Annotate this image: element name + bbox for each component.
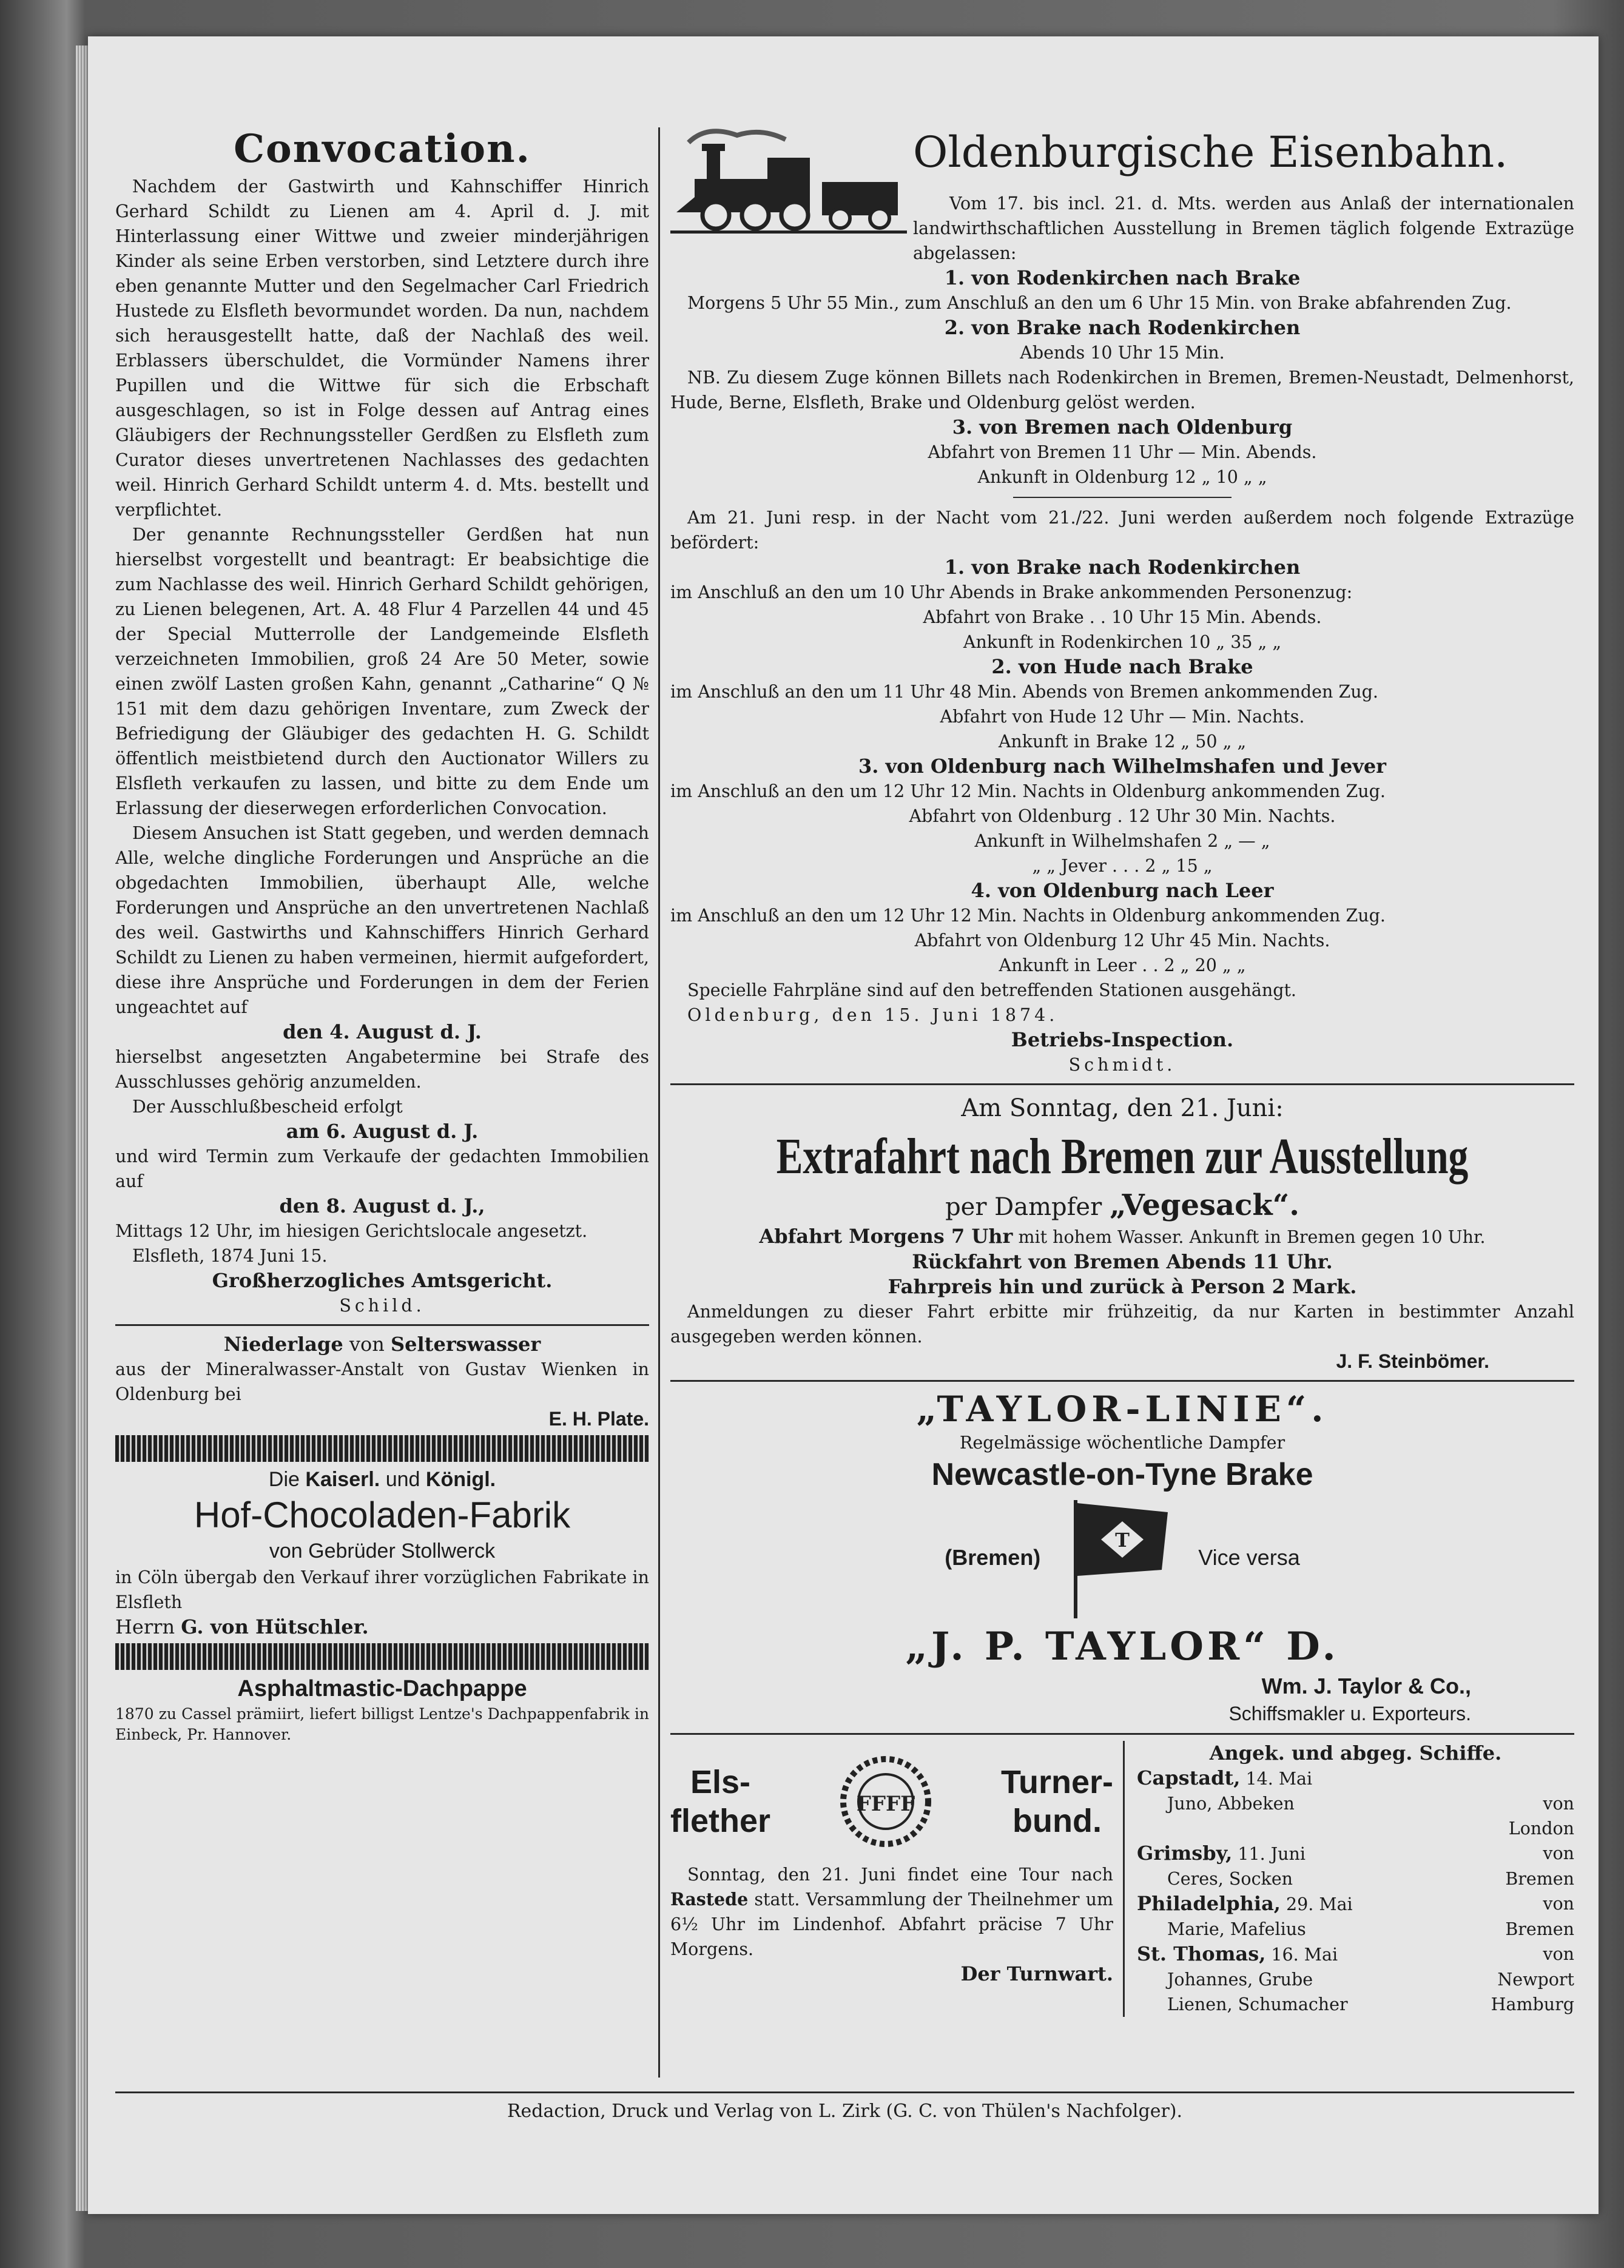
train-time: „ „ Jever . . . 2 „ 15 „	[1032, 856, 1213, 876]
schiffe-dest: Hamburg	[1491, 1994, 1574, 2014]
train-heading: 2. von Hude nach Brake	[991, 655, 1253, 678]
train-heading: 2. von Brake nach Rodenkirchen	[944, 316, 1301, 339]
schiffe-dir: von	[1543, 1843, 1574, 1863]
convocation-text: Mittags 12 Uhr, im hiesigen Gerichtslocale angesetzt.	[115, 1221, 588, 1241]
schiffe-ship: Juno, Abbeken	[1167, 1794, 1295, 1814]
extrafahrt-date: Am Sonntag, den 21. Juni:	[961, 1094, 1284, 1122]
train-time: Abfahrt von Bremen 11 Uhr — Min. Abends.	[928, 442, 1317, 462]
schiffe-dir: von	[1543, 1894, 1574, 1914]
schiffe-dest: Bremen	[1505, 1869, 1574, 1889]
taylor-route: Newcastle-on-Tyne Brake	[931, 1457, 1313, 1492]
turner-rastede: Rastede	[670, 1889, 749, 1910]
selters-title-2: Selterswasser	[391, 1333, 541, 1356]
train-heading: 3. von Bremen nach Oldenburg	[952, 416, 1293, 439]
train-heading: 3. von Oldenburg nach Wilhelmshafen und Jever	[858, 755, 1387, 778]
divider	[115, 1324, 649, 1326]
schiffe-dest: London	[1508, 1819, 1574, 1839]
chocolade-die: Die	[268, 1468, 300, 1491]
taylor-vice-versa: Vice versa	[1198, 1545, 1300, 1570]
extrafahrt-ship: „Vegesack“.	[1109, 1188, 1299, 1222]
schiffe-list	[1125, 1741, 1574, 2017]
eisenbahn-note: Specielle Fahrpläne sind auf den betreffenden Stationen ausgehängt.	[687, 980, 1296, 1000]
footer-rule	[115, 2091, 1574, 2093]
ornament-border	[115, 1643, 649, 1670]
extrafahrt-ad	[670, 1091, 1574, 1374]
list-item	[1137, 1766, 1574, 1841]
schiffe-dest: Newport	[1497, 1970, 1574, 1990]
extrafahrt-per: per Dampfer	[945, 1193, 1102, 1221]
train-text: im Anschluß an den um 12 Uhr 12 Min. Nachts in Oldenburg ankommenden Zug.	[670, 906, 1386, 926]
convocation-title: Convocation.	[234, 126, 531, 172]
list-item	[1137, 1992, 1574, 2017]
divider	[670, 1380, 1574, 1382]
convocation-notice	[115, 124, 649, 1318]
train-time: Ankunft in Rodenkirchen 10 „ 35 „ „	[963, 632, 1282, 652]
selters-ad	[115, 1332, 649, 1432]
turner-signature: Der Turnwart.	[960, 1962, 1113, 1985]
taylor-firm-sub: Schiffsmakler u. Exporteurs.	[1228, 1703, 1471, 1725]
divider	[1013, 497, 1231, 498]
schiffe-date: 29. Mai	[1286, 1894, 1353, 1914]
chocolade-sub: von Gebrüder Stollwerck	[269, 1539, 496, 1563]
extrafahrt-departure-text: mit hohem Wasser. Ankunft in Bremen gegen 10 Uhr.	[1018, 1227, 1486, 1247]
chocolade-herrn: Herrn	[115, 1615, 175, 1638]
flag-icon	[1065, 1497, 1174, 1618]
right-column	[670, 124, 1574, 2078]
asphalt-text: 1870 zu Cassel prämiirt, liefert billigst Lentze's Dachpappenfabrik in Einbeck, Pr. Hannover.	[115, 1705, 649, 1743]
chocolade-ad	[115, 1465, 649, 1640]
chocolade-kaiserl: Kaiserl.	[305, 1468, 380, 1491]
asphalt-title: Asphaltmastic-Dachpappe	[237, 1676, 527, 1701]
convocation-place-date: Elsfleth, 1874 Juni 15.	[132, 1246, 328, 1266]
eisenbahn-title: Oldenburgische Eisenbahn.	[913, 127, 1508, 177]
schiffe-title: Angek. und abgeg. Schiffe.	[1209, 1741, 1502, 1765]
chocolade-koenigl: Königl.	[425, 1468, 496, 1491]
schiffe-date: 16. Mai	[1271, 1945, 1338, 1965]
convocation-date-1: den 4. August d. J.	[283, 1020, 482, 1043]
schiffe-dir: von	[1543, 1944, 1574, 1964]
turner-turner: Turner-	[1000, 1764, 1113, 1800]
train-time: Ankunft in Wilhelmshafen 2 „ — „	[974, 831, 1270, 851]
schiffe-ship: Lienen, Schumacher	[1167, 1994, 1348, 2014]
list-item	[1137, 1942, 1574, 1992]
eisenbahn-notice	[670, 124, 1574, 1077]
left-column	[115, 124, 649, 2078]
train-time: Abfahrt von Oldenburg 12 Uhr 45 Min. Nachts.	[914, 930, 1330, 951]
taylor-bremen: (Bremen)	[945, 1545, 1041, 1570]
flag-letter: T	[1115, 1529, 1130, 1552]
selters-text: aus der Mineralwasser-Anstalt von Gustav Wienken in Oldenburg bei	[115, 1359, 649, 1404]
schiffe-port: St. Thomas,	[1137, 1942, 1266, 1965]
extrafahrt-price: Fahrpreis hin und zurück à Person 2 Mark.	[888, 1275, 1357, 1298]
schiffe-date: 14. Mai	[1245, 1769, 1313, 1789]
chocolade-title: Hof-Chocoladen-Fabrik	[194, 1495, 571, 1535]
train-heading: 1. von Rodenkirchen nach Brake	[944, 266, 1301, 289]
train-text: im Anschluß an den um 12 Uhr 12 Min. Nachts in Oldenburg ankommenden Zug.	[670, 781, 1386, 801]
train-heading: 1. von Brake nach Rodenkirchen	[944, 556, 1301, 579]
taylor-ship: „J. P. TAYLOR“ D.	[905, 1624, 1339, 1669]
extrafahrt-departure: Abfahrt Morgens 7 Uhr	[759, 1225, 1013, 1248]
locomotive-icon	[670, 124, 907, 240]
turner-emblem-text: FFFF	[856, 1792, 915, 1816]
taylor-title: „TAYLOR-LINIE“.	[916, 1388, 1329, 1430]
convocation-text: hierselbst angesetzten Angabetermine bei Strafe des Ausschlusses gehörig anzumelden.	[115, 1047, 649, 1092]
divider	[670, 1733, 1574, 1735]
schiffe-port: Philadelphia,	[1137, 1892, 1281, 1915]
taylor-sub: Regelmässige wöchentliche Dampfer	[959, 1433, 1285, 1453]
column-divider	[658, 127, 660, 2078]
extrafahrt-signature: J. F. Steinbömer.	[1336, 1350, 1489, 1372]
train-time: Abfahrt von Oldenburg . 12 Uhr 30 Min. Nachts.	[909, 806, 1336, 826]
turner-text: Sonntag, den 21. Juni findet eine Tour nach	[687, 1865, 1113, 1885]
taylor-firm: Wm. J. Taylor & Co.,	[1261, 1674, 1471, 1698]
eisenbahn-place-date: Oldenburg, den 15. Juni 1874.	[687, 1005, 1059, 1025]
train-text: Abends 10 Uhr 15 Min.	[1020, 343, 1225, 363]
schiffe-ship: Johannes, Grube	[1167, 1970, 1313, 1990]
list-item	[1137, 1841, 1574, 1891]
convocation-text: Der Ausschlußbescheid erfolgt	[132, 1097, 403, 1117]
extrafahrt-return: Rückfahrt von Bremen Abends 11 Uhr.	[912, 1250, 1333, 1273]
chocolade-text: in Cöln übergab den Verkauf ihrer vorzüglichen Fabrikate in Elsfleth	[115, 1567, 649, 1612]
train-text: im Anschluß an den um 10 Uhr Abends in Brake ankommenden Personenzug:	[670, 582, 1353, 602]
extrafahrt-registration: Anmeldungen zu dieser Fahrt erbitte mir frühzeitig, da nur Karten in bestimmter Anzahl ausgegeben werden können.	[670, 1302, 1574, 1347]
eisenbahn-office: Betriebs-Inspection.	[1011, 1028, 1234, 1051]
turner-ad	[670, 1741, 1125, 2017]
schiffe-ship: Marie, Mafelius	[1167, 1919, 1306, 1939]
convocation-date-3: den 8. August d. J.,	[279, 1194, 485, 1217]
train-time: Abfahrt von Brake . . 10 Uhr 15 Min. Abends.	[923, 607, 1322, 627]
turner-emblem-icon	[831, 1744, 940, 1859]
taylor-ad	[670, 1388, 1574, 1727]
selters-name: E. H. Plate.	[548, 1408, 649, 1430]
eisenbahn-signature: Schmidt.	[1068, 1055, 1176, 1075]
schiffe-dir: von	[1543, 1794, 1574, 1814]
divider	[670, 1083, 1574, 1085]
footer-imprint: Redaction, Druck und Verlag von L. Zirk (G. C. von Thülen's Nachfolger).	[507, 2101, 1183, 2122]
schiffe-ship: Ceres, Socken	[1167, 1869, 1293, 1889]
list-item	[1137, 1891, 1574, 1942]
train-note: NB. Zu diesem Zuge können Billets nach Rodenkirchen in Bremen, Bremen-Neustadt, Delmenhorst, Hude, Berne, Elsfleth, Brake und Oldenburg gelöst werden.	[670, 368, 1574, 412]
turner-bund: bund.	[1012, 1803, 1102, 1839]
convocation-text: und wird Termin zum Verkaufe der gedachten Immobilien auf	[115, 1146, 649, 1191]
extrafahrt-title: Extrafahrt nach Bremen zur Ausstellung	[776, 1128, 1469, 1185]
selters-title-von: von	[349, 1333, 385, 1356]
train-text: im Anschluß an den um 11 Uhr 48 Min. Abends von Bremen ankommenden Zug.	[670, 682, 1378, 702]
train-time: Ankunft in Leer . . 2 „ 20 „ „	[999, 955, 1246, 975]
convocation-paragraph: Diesem Ansuchen ist Statt gegeben, und werden demnach Alle, welche dingliche Forderungen und Ansprüche an die obgedachten Immobilien, überhaupt Alle, welche Forderungen und Ansprüche an den unvertretenen Nachlaß des weil. Gastwirths und Kahnschiffers Hinrich Gerhard Schildt zu Lienen zu haben vermeinen, hiermit aufgefordert, diese ihre Ansprüche und Forderungen in dem der Ferien ungeachtet auf	[115, 823, 649, 1017]
schiffe-port: Grimsby,	[1137, 1842, 1233, 1865]
convocation-signature: Schild.	[339, 1296, 425, 1316]
schiffe-dest: Bremen	[1505, 1919, 1574, 1939]
convocation-date-2: am 6. August d. J.	[286, 1120, 479, 1143]
train-heading: 4. von Oldenburg nach Leer	[971, 879, 1274, 902]
turner-flether: flether	[670, 1803, 771, 1839]
train-text: Morgens 5 Uhr 55 Min., zum Anschluß an den um 6 Uhr 15 Min. von Brake abfahrenden Zug.	[687, 293, 1512, 313]
chocolade-name: G. von Hütschler.	[181, 1615, 369, 1638]
convocation-paragraph: Der genannte Rechnungssteller Gerdßen hat nun hierselbst vorgestellt und beantragt: Er beabsichtige die zum Nachlasse des weil. Hinrich Gerhard Schildt gehörigen, zu Lienen belegenen, Art. A. 48 Flur 4 Parzellen 44 und 45 der Special Mutterrolle der Landgemeinde Elsfleth verzeichneten Immobilien, groß 24 Are 50 Meter, sowie einen zwölf Lasten großen Kahn, genannt „Catharine“ Q № 151 mit dem dazu gehörigen Inventare, zum Zweck der Befriedigung der Gläubiger des gedachten H. G. Schildt öffentlich meistbietend durch den Auctionator Willers zu Elsfleth verkaufen zu lassen, und bitte zu dem Ende um Erlassung der dieserwegen erforderlichen Convocation.	[115, 525, 649, 818]
turner-els: Els-	[690, 1764, 751, 1800]
train-time: Ankunft in Brake 12 „ 50 „ „	[998, 732, 1247, 752]
selters-title: Niederlage	[223, 1333, 343, 1356]
schiffe-port: Capstadt,	[1137, 1766, 1241, 1789]
train-time: Abfahrt von Hude 12 Uhr — Min. Nachts.	[940, 707, 1305, 727]
chocolade-und: und	[385, 1468, 420, 1491]
eisenbahn-intro-2: Am 21. Juni resp. in der Nacht vom 21./22. Juni werden außerdem noch folgende Extrazüge befördert:	[670, 508, 1574, 553]
train-time: Ankunft in Oldenburg 12 „ 10 „ „	[977, 467, 1267, 487]
convocation-court: Großherzogliches Amtsgericht.	[212, 1269, 553, 1292]
asphalt-ad	[115, 1674, 649, 1745]
eisenbahn-intro: Vom 17. bis incl. 21. d. Mts. werden aus Anlaß der internationalen landwirthschaftlichen Ausstellung in Bremen täglich folgende Extrazüge abgelassen:	[913, 193, 1574, 263]
ornament-border	[115, 1435, 649, 1462]
turner-text: statt. Versammlung der Theilnehmer um 6½ Uhr im Lindenhof. Abfahrt präcise 7 Uhr Morgens.	[670, 1889, 1113, 1959]
schiffe-date: 11. Juni	[1238, 1844, 1306, 1864]
convocation-paragraph: Nachdem der Gastwirth und Kahnschiffer Hinrich Gerhard Schildt zu Lienen am 4. April d. J. mit Hinterlassung einer Wittwe und zweier minderjährigen Kinder als seine Erben verstorben, sind Letztere durch ihre eben genannte Mutter und den Segelmacher Carl Friedrich Hustede zu Elsfleth bevormundet worden. Da nun, nachdem sich herausgestellt hatte, daß der Nachlaß des weil. Erblassers überschuldet, die Vormünder Namens ihrer Pupillen und die Wittwe für sich die Erbschaft ausgeschlagen, so ist in Folge dessen auf Antrag eines Gläubigers der Rechnungssteller Gerdßen zu Elsfleth zum Curator dieses unvertretenen Nachlasses des gedachten weil. Hinrich Gerhard Schildt unterm 4. d. Mts. bestellt und verpflichtet.	[115, 177, 649, 520]
